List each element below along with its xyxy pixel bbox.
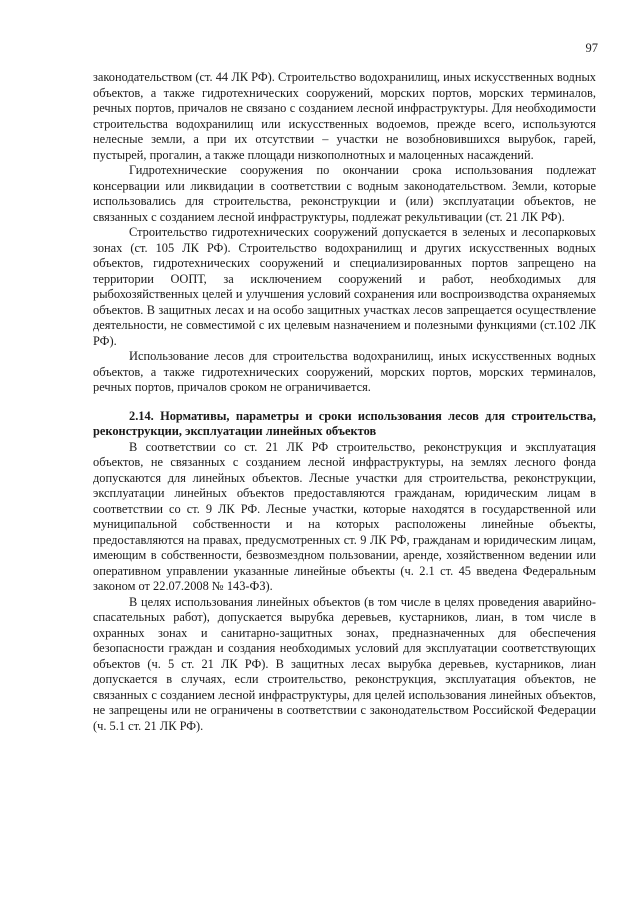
section-heading: 2.14. Нормативы, параметры и сроки использования лесов для строительства, реконструкции, эксплуатации линейных объектов — [93, 408, 596, 438]
paragraph-continuation: законодательством (ст. 44 ЛК РФ). Строительство водохранилищ, иных искусственных водных объектов, а также гидротехнических сооружений, морских портов, морских терминалов, речных портов, причалов не связано с созданием лесной инфраструктуры. Для необходимости строительства водохранилищ или искусственных водоемов, прежде всего, используются нелесные земли, а при их отсутствии – участки не возобновившихся вырубок, гарей, пустырей, прогалин, а также площади низкополнотных и малоценных насаждений. — [93, 70, 596, 162]
paragraph-linear-objects: В соответствии со ст. 21 ЛК РФ строительство, реконструкция и эксплуатация объектов, не связанных с созданием лесной инфраструктуры, на землях лесного фонда допускаются для линейных объектов. Лесные участки для строительства, реконструкции, эксплуатации линейных объектов предоставляются гражданам, юридическим лицам в соответствии со ст. 9 ЛК РФ. Лесные участки, которые находятся в государственной или муниципальной собственности и на которых расположены линейные объекты, предоставляются на правах, предусмотренных ст. 9 ЛК РФ, гражданам и юридическим лицам, имеющим в собственности, безвозмездном пользовании, аренде, хозяйственном ведении или оперативном управлении указанные линейные объекты (ч. 2.1 ст. 45 введена Федеральным законом от 22.07.2008 № 143-ФЗ). — [93, 439, 596, 593]
page-number: 97 — [585, 41, 598, 55]
paragraph-linear-felling: В целях использования линейных объектов (в том числе в целях проведения аварийно-спасательных работ), допускается вырубка деревьев, кустарников, лиан, в том числе в охранных зонах и санитарно-защитных зонах, предназначенных для обеспечения безопасности граждан и создания необходимых условий для эксплуатации соответствующих объектов (ч. 5 ст. 21 ЛК РФ). В защитных лесах вырубка деревьев, кустарников, лиан допускается в случаях, если строительство, реконструкция, эксплуатация объектов, не связанных с созданием лесной инфраструктуры, для целей использования линейных объектов, не запрещены или не ограничены в соответствии с законодательством Российской Федерации (ч. 5.1 ст. 21 ЛК РФ). — [93, 594, 596, 733]
paragraph-hydro-zones: Строительство гидротехнических сооружений допускается в зеленых и лесопарковых зонах (ст. 105 ЛК РФ). Строительство водохранилищ и других искусственных водных объектов, гидротехнических сооружений и специализированных портов запрещено на территории ООПТ, за исключением сооружений и работ, необходимых для рыбохозяйственных целей и улучшения условий сохранения или воспроизводства охраняемых объектов. В защитных лесах и на особо защитных участках лесов запрещается осуществление деятельности, не совместимой с их целевым назначением и полезными функциями (ст.102 ЛК РФ). — [93, 225, 596, 348]
page-content — [93, 70, 596, 734]
paragraph-hydro-conservation: Гидротехнические сооружения по окончании срока использования подлежат консервации или ликвидации в соответствии с водным законодательством. Земли, которые использовались для строительства, реконструкции и (или) эксплуатации объектов, не связанных с созданием лесной инфраструктуры, подлежат рекультивации (ст. 21 ЛК РФ). — [93, 163, 596, 224]
section-gap — [93, 396, 596, 409]
paragraph-hydro-term: Использование лесов для строительства водохранилищ, иных искусственных водных объектов, а также гидротехнических сооружений, морских портов, морских терминалов, речных портов, причалов сроком не ограничивается. — [93, 349, 596, 394]
